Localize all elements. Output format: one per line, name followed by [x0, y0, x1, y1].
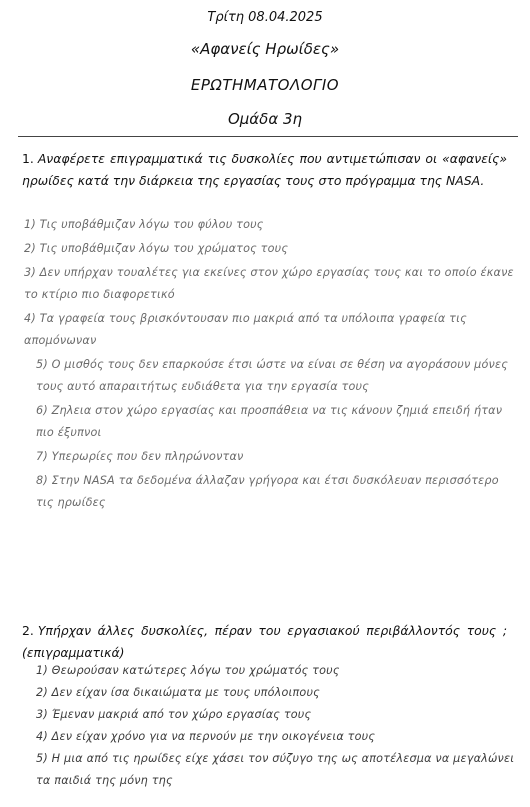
- handwritten-answer: 6) Ζηλεια στον χώρο εργασίας και προσπάθεια να τις κάνουν ζημιά επειδή ήταν πιο έξυπνοι: [36, 404, 503, 439]
- header-divider: [18, 136, 518, 137]
- question-text: Υπήρχαν άλλες δυσκολίες, πέραν του εργασιακού περιβάλλοντός τους ; (επιγραμματικά): [22, 623, 507, 660]
- date: Τρίτη 08.04.2025: [207, 10, 323, 25]
- question-number: 1.: [22, 151, 34, 166]
- handwritten-answer: 4) Τα γραφεία τους βρισκόντουσαν πιο μακριά από τα υπόλοιπα γραφεία τις απομόνωναν: [24, 312, 467, 347]
- question-2: [22, 620, 507, 664]
- question-text: Αναφέρετε επιγραμματικά τις δυσκολίες που αντιμετώπισαν οι «αφανείς» ηρωίδες κατά την διάρκεια της εργασίας τους στο πρόγραμμα της NASA.: [22, 151, 507, 188]
- handwritten-answer: 5) Ο μισθός τους δεν επαρκούσε έτσι ώστε να είναι σε θέση να αγοράσουν μόνες τους αυτό απαραιτήτως ευδιάθετα για την εργασία τους: [36, 358, 508, 393]
- document-title: «Αφανείς Ηρωίδες»: [190, 40, 340, 58]
- handwritten-answer: 5) Η μια από τις ηρωίδες είχε χάσει τον σύζυγο της ως αποτέλεσμα να μεγαλώνει τα παιδιά της μόνη της: [36, 752, 515, 787]
- question-1: [22, 148, 507, 192]
- handwritten-answer: 3) Έμεναν μακριά από τον χώρο εργασίας τους: [36, 708, 312, 721]
- answers-1: [24, 214, 519, 516]
- handwritten-answer: 3) Δεν υπήρχαν τουαλέτες για εκείνες στον χώρο εργασίας τους και το οποίο έκανε το κτίριο πιο διαφορετικό: [24, 266, 514, 301]
- questionnaire-heading: ΕΡΩΤΗΜΑΤΟΛΟΓΙΟ: [190, 76, 340, 94]
- answers-2: [24, 660, 519, 792]
- question-number: 2.: [22, 623, 34, 638]
- handwritten-answer: 4) Δεν είχαν χρόνο για να περνούν με την οικογένεια τους: [36, 730, 376, 743]
- handwritten-answer: 2) Τις υποβάθμιζαν λόγω του χρώματος τους: [24, 242, 289, 255]
- group-label: Ομάδα 3η: [227, 110, 303, 128]
- handwritten-answer: 8) Στην NASA τα δεδομένα άλλαζαν γρήγορα και έτσι δυσκόλευαν περισσότερο τις ηρωίδες: [36, 474, 499, 509]
- handwritten-answer: 1) Θεωρούσαν κατώτερες λόγω του χρώματός τους: [36, 664, 340, 677]
- handwritten-answer: 7) Υπερωρίες που δεν πληρώνονταν: [36, 450, 244, 463]
- handwritten-answer: 2) Δεν είχαν ίσα δικαιώματα με τους υπόλοιπους: [36, 686, 320, 699]
- handwritten-answer: 1) Τις υποβάθμιζαν λόγω του φύλου τους: [24, 218, 264, 231]
